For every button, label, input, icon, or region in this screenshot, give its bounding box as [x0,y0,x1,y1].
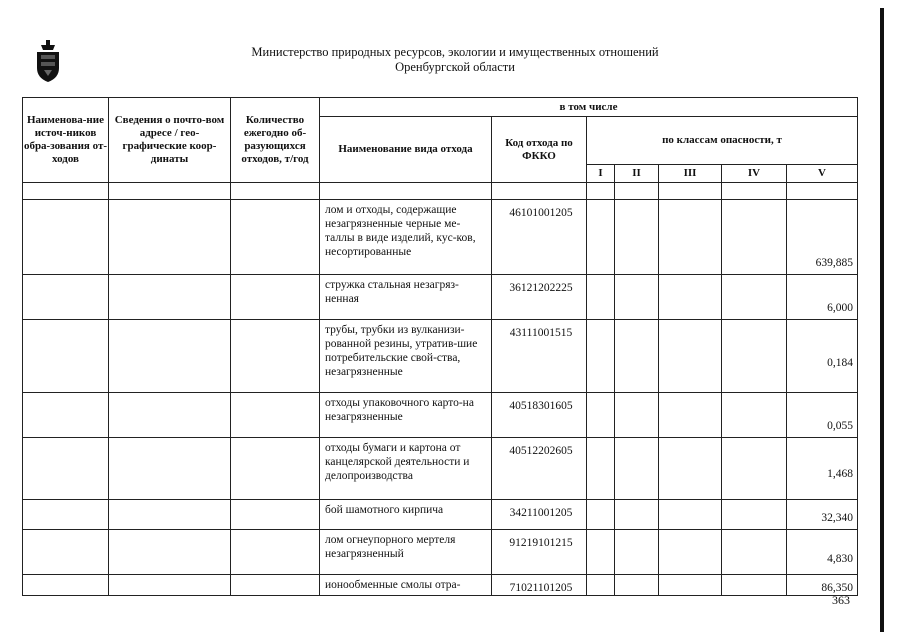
waste-name-cell: ионообменные смолы отра- [320,575,492,596]
class-v-value-cell: 86,350 [787,575,858,596]
col-address-header: Сведения о почто-вом адресе / гео-графические коор-динаты [109,98,231,183]
col-code-header: Код отхода по ФККО [492,117,587,183]
waste-code-cell: 43111001515 [492,320,587,393]
table-row [23,275,858,320]
table-row [23,575,858,596]
table-row [23,393,858,438]
waste-code-cell: 40518301605 [492,393,587,438]
ministry-line-1: Министерство природных ресурсов, экологии и имущественных отношений [251,45,659,59]
col-source-header: Наименова-ние источ-ников обра-зования от-ходов [23,98,109,183]
waste-code-cell: 46101001205 [492,200,587,275]
spacer-row [23,183,858,200]
ministry-line-2: Оренбургской области [395,60,515,74]
oblast-coat-of-arms-icon [35,40,61,84]
waste-name-cell: отходы упаковочного карто-на незагрязненные [320,393,492,438]
page-number: 363 [832,593,850,607]
waste-name-cell: отходы бумаги и картона от канцелярской деятельности и делопроизводства [320,438,492,500]
table-row [23,500,858,530]
table-row [23,530,858,575]
hazard-class-header: III [659,165,722,183]
table-row [23,438,858,500]
col-including-header: в том числе [320,98,858,117]
waste-name-cell: стружка стальная незагряз-ненная [320,275,492,320]
waste-name-cell: бой шамотного кирпича [320,500,492,530]
class-v-value-cell: 1,468 [787,438,858,500]
waste-name-cell: лом и отходы, содержащие незагрязненные черные ме-таллы в виде изделий, кус-ков, несортированные [320,200,492,275]
table-row [23,200,858,275]
waste-code-cell: 40512202605 [492,438,587,500]
waste-name-cell: лом огнеупорного мертеля незагрязненный [320,530,492,575]
class-v-value-cell: 32,340 [787,500,858,530]
table-row [23,320,858,393]
hazard-class-header: V [787,165,858,183]
waste-table [22,97,858,596]
waste-code-cell: 71021101205 [492,575,587,596]
waste-code-cell: 91219101215 [492,530,587,575]
col-waste-name-header: Наименование вида отхода [320,117,492,183]
class-v-value-cell: 0,055 [787,393,858,438]
waste-code-cell: 34211001205 [492,500,587,530]
col-quantity-header: Количество ежегодно об-разующихся отходов, т/год [231,98,320,183]
waste-code-cell: 36121202225 [492,275,587,320]
class-v-value-cell: 0,184 [787,320,858,393]
col-hazard-header: по классам опасности, т [587,117,858,165]
hazard-class-header: IV [722,165,787,183]
class-v-value-cell: 639,885 [787,200,858,275]
class-v-value-cell: 4,830 [787,530,858,575]
waste-name-cell: трубы, трубки из вулканизи-рованной резины, утратив-шие потребительские свой-ства, незагрязненные [320,320,492,393]
class-v-value-cell: 6,000 [787,275,858,320]
hazard-class-header: I [587,165,615,183]
hazard-class-header: II [615,165,659,183]
ministry-header [230,45,680,75]
scan-edge-bar [880,8,884,632]
